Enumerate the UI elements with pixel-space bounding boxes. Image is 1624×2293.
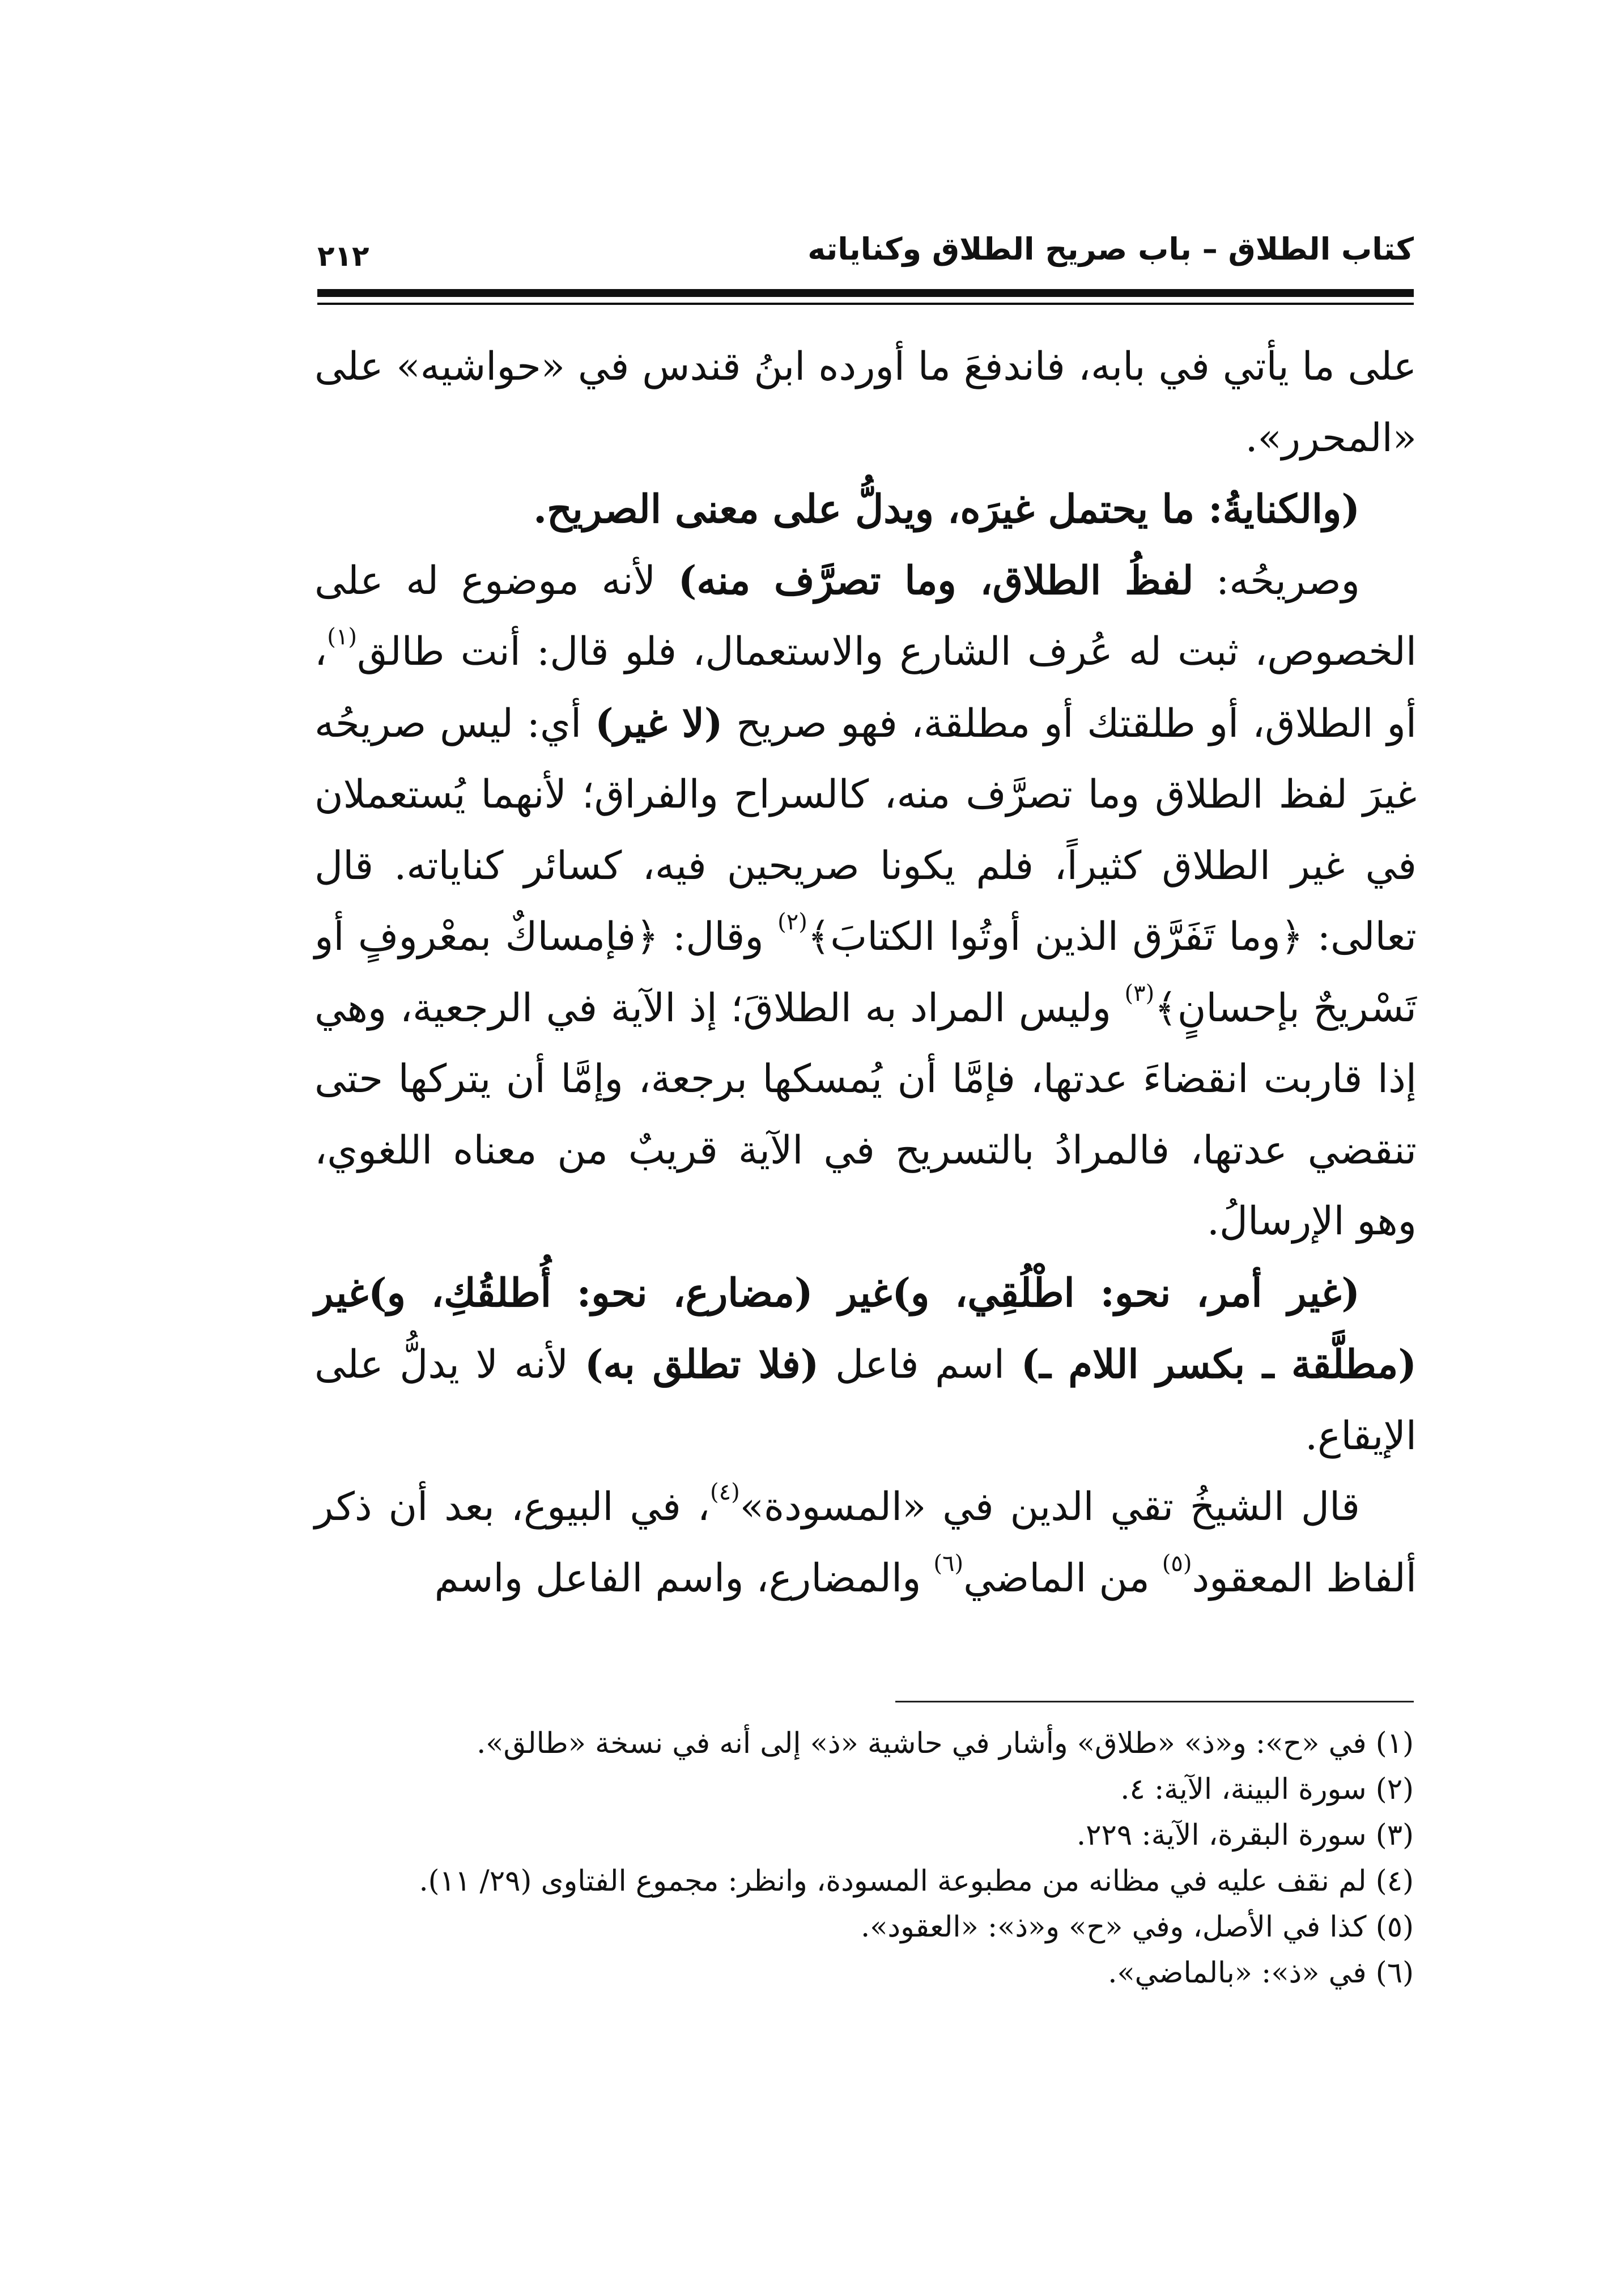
- footnote-3: (٣) سورة البقرة، الآية: ٢٢٩.: [1076, 1819, 1414, 1852]
- running-header: [317, 224, 1414, 275]
- footnote-ref-6[interactable]: (٦): [933, 1550, 964, 1577]
- text-run: وقال: ﴿فإمساكٌ بمعْروفٍ أو تَسْريحٌ بإحسانٍ﴾: [314, 914, 1417, 1031]
- text-run: لأنه موضوع له على الخصوص، ثبت له عُرف الشارع والاستعمال، فلو قال: أنت طالق: [314, 558, 1417, 674]
- header-rule-thin: [317, 303, 1414, 305]
- paragraph-3: [314, 545, 1417, 1258]
- bold-text-run: (لا غير): [594, 700, 723, 746]
- footnotes: [317, 1721, 1414, 1996]
- footnote-4: (٤) لم نقف عليه في مظانه من مطبوعة المسودة، وانظر: مجموع الفتاوى (٢٩/ ١١).: [419, 1865, 1414, 1898]
- footnote-ref-2[interactable]: (٢): [777, 908, 807, 935]
- footnote-6: (٦) في «ذ»: «بالماضي».: [1108, 1956, 1414, 1990]
- paragraph-1: على ما يأتي في بابه، فاندفعَ ما أورده ابنُ قندس في «حواشيه» على «المحرر».: [314, 344, 1417, 461]
- footnote-separator: [895, 1701, 1414, 1702]
- running-header-title: كتاب الطلاق – باب صريح الطلاق وكناياته: [807, 231, 1414, 267]
- text-run: أي: ليس صريحُه غيرَ لفظ الطلاق وما تصرَّف منه، كالسراح والفراق؛ لأنهما يُستعملان في غير الطلاق كثيراً، فلم يكونا صريحين فيه، كسائر كناياته. قال تعالى: ﴿وما تَفَرَّق الذين أوتُوا الكتابَ﴾: [314, 700, 1417, 959]
- text-run: وصريحُه:: [1193, 558, 1360, 604]
- bold-text-run: لفظُ الطلاق، وما تصرَّف منه): [678, 557, 1194, 604]
- text-run: قال الشيخُ تقي الدين في «المسودة»: [739, 1484, 1360, 1530]
- footnote-5: (٥) كذا في الأصل، وفي «ح» و«ذ»: «العقود».: [861, 1910, 1414, 1944]
- header-rule-thick: [317, 289, 1414, 297]
- text-run: والمضارع، واسم الفاعل واسم: [434, 1555, 934, 1601]
- bold-text-run: (غير أمر، نحو: اطْلُقِي، و)غير (مضارع، نحو: أُطلقُكِ، و)غير (مطلَّقة ـ بكسر اللام ـ): [314, 1269, 1417, 1387]
- footnote-ref-3[interactable]: (٣): [1124, 980, 1155, 1007]
- footnote-ref-1[interactable]: (١): [327, 623, 358, 650]
- text-run: اسم فاعل: [819, 1342, 1021, 1387]
- footnote-ref-4[interactable]: (٤): [710, 1479, 740, 1505]
- footnote-2: (٢) سورة البينة، الآية: ٤.: [1120, 1773, 1414, 1806]
- footnote-1: (١) في «ح»: و«ذ» «طلاق» وأشار في حاشية «ذ» إلى أنه في نسخة «طالق».: [477, 1727, 1414, 1760]
- footnote-ref-5[interactable]: (٥): [1162, 1550, 1192, 1577]
- text-run: ، في البيوع، بعد أن ذكر ألفاظ المعقود: [314, 1484, 1417, 1601]
- text-run: لأنه لا يدلُّ على الإيقاع.: [314, 1342, 1417, 1459]
- text-run: ، أو الطلاق، أو طلقتك أو مطلقة، فهو صريح: [314, 629, 1417, 746]
- bold-text-run: (فلا تطلق به): [584, 1341, 819, 1387]
- text-run: من الماضي: [963, 1555, 1162, 1601]
- paragraph-2: (والكنايةُ: ما يحتمل غيرَه، ويدلُّ على معنى الصريح.: [533, 486, 1360, 532]
- main-text: [314, 332, 1417, 1614]
- page-number: ٢١٢: [317, 240, 369, 273]
- paragraph-4: [314, 1258, 1417, 1472]
- paragraph-5: [314, 1472, 1417, 1614]
- text-run: وليس المراد به الطلاقَ؛ إذ الآية في الرجعية، وهي إذا قاربت انقضاءَ عدتها، فإمَّا أن يُمسكها برجعة، وإمَّا أن يتركها حتى تنقضي عدتها، فالمرادُ بالتسريح في الآية قريبٌ من معناه اللغوي، وهو الإرسالُ.: [314, 985, 1417, 1244]
